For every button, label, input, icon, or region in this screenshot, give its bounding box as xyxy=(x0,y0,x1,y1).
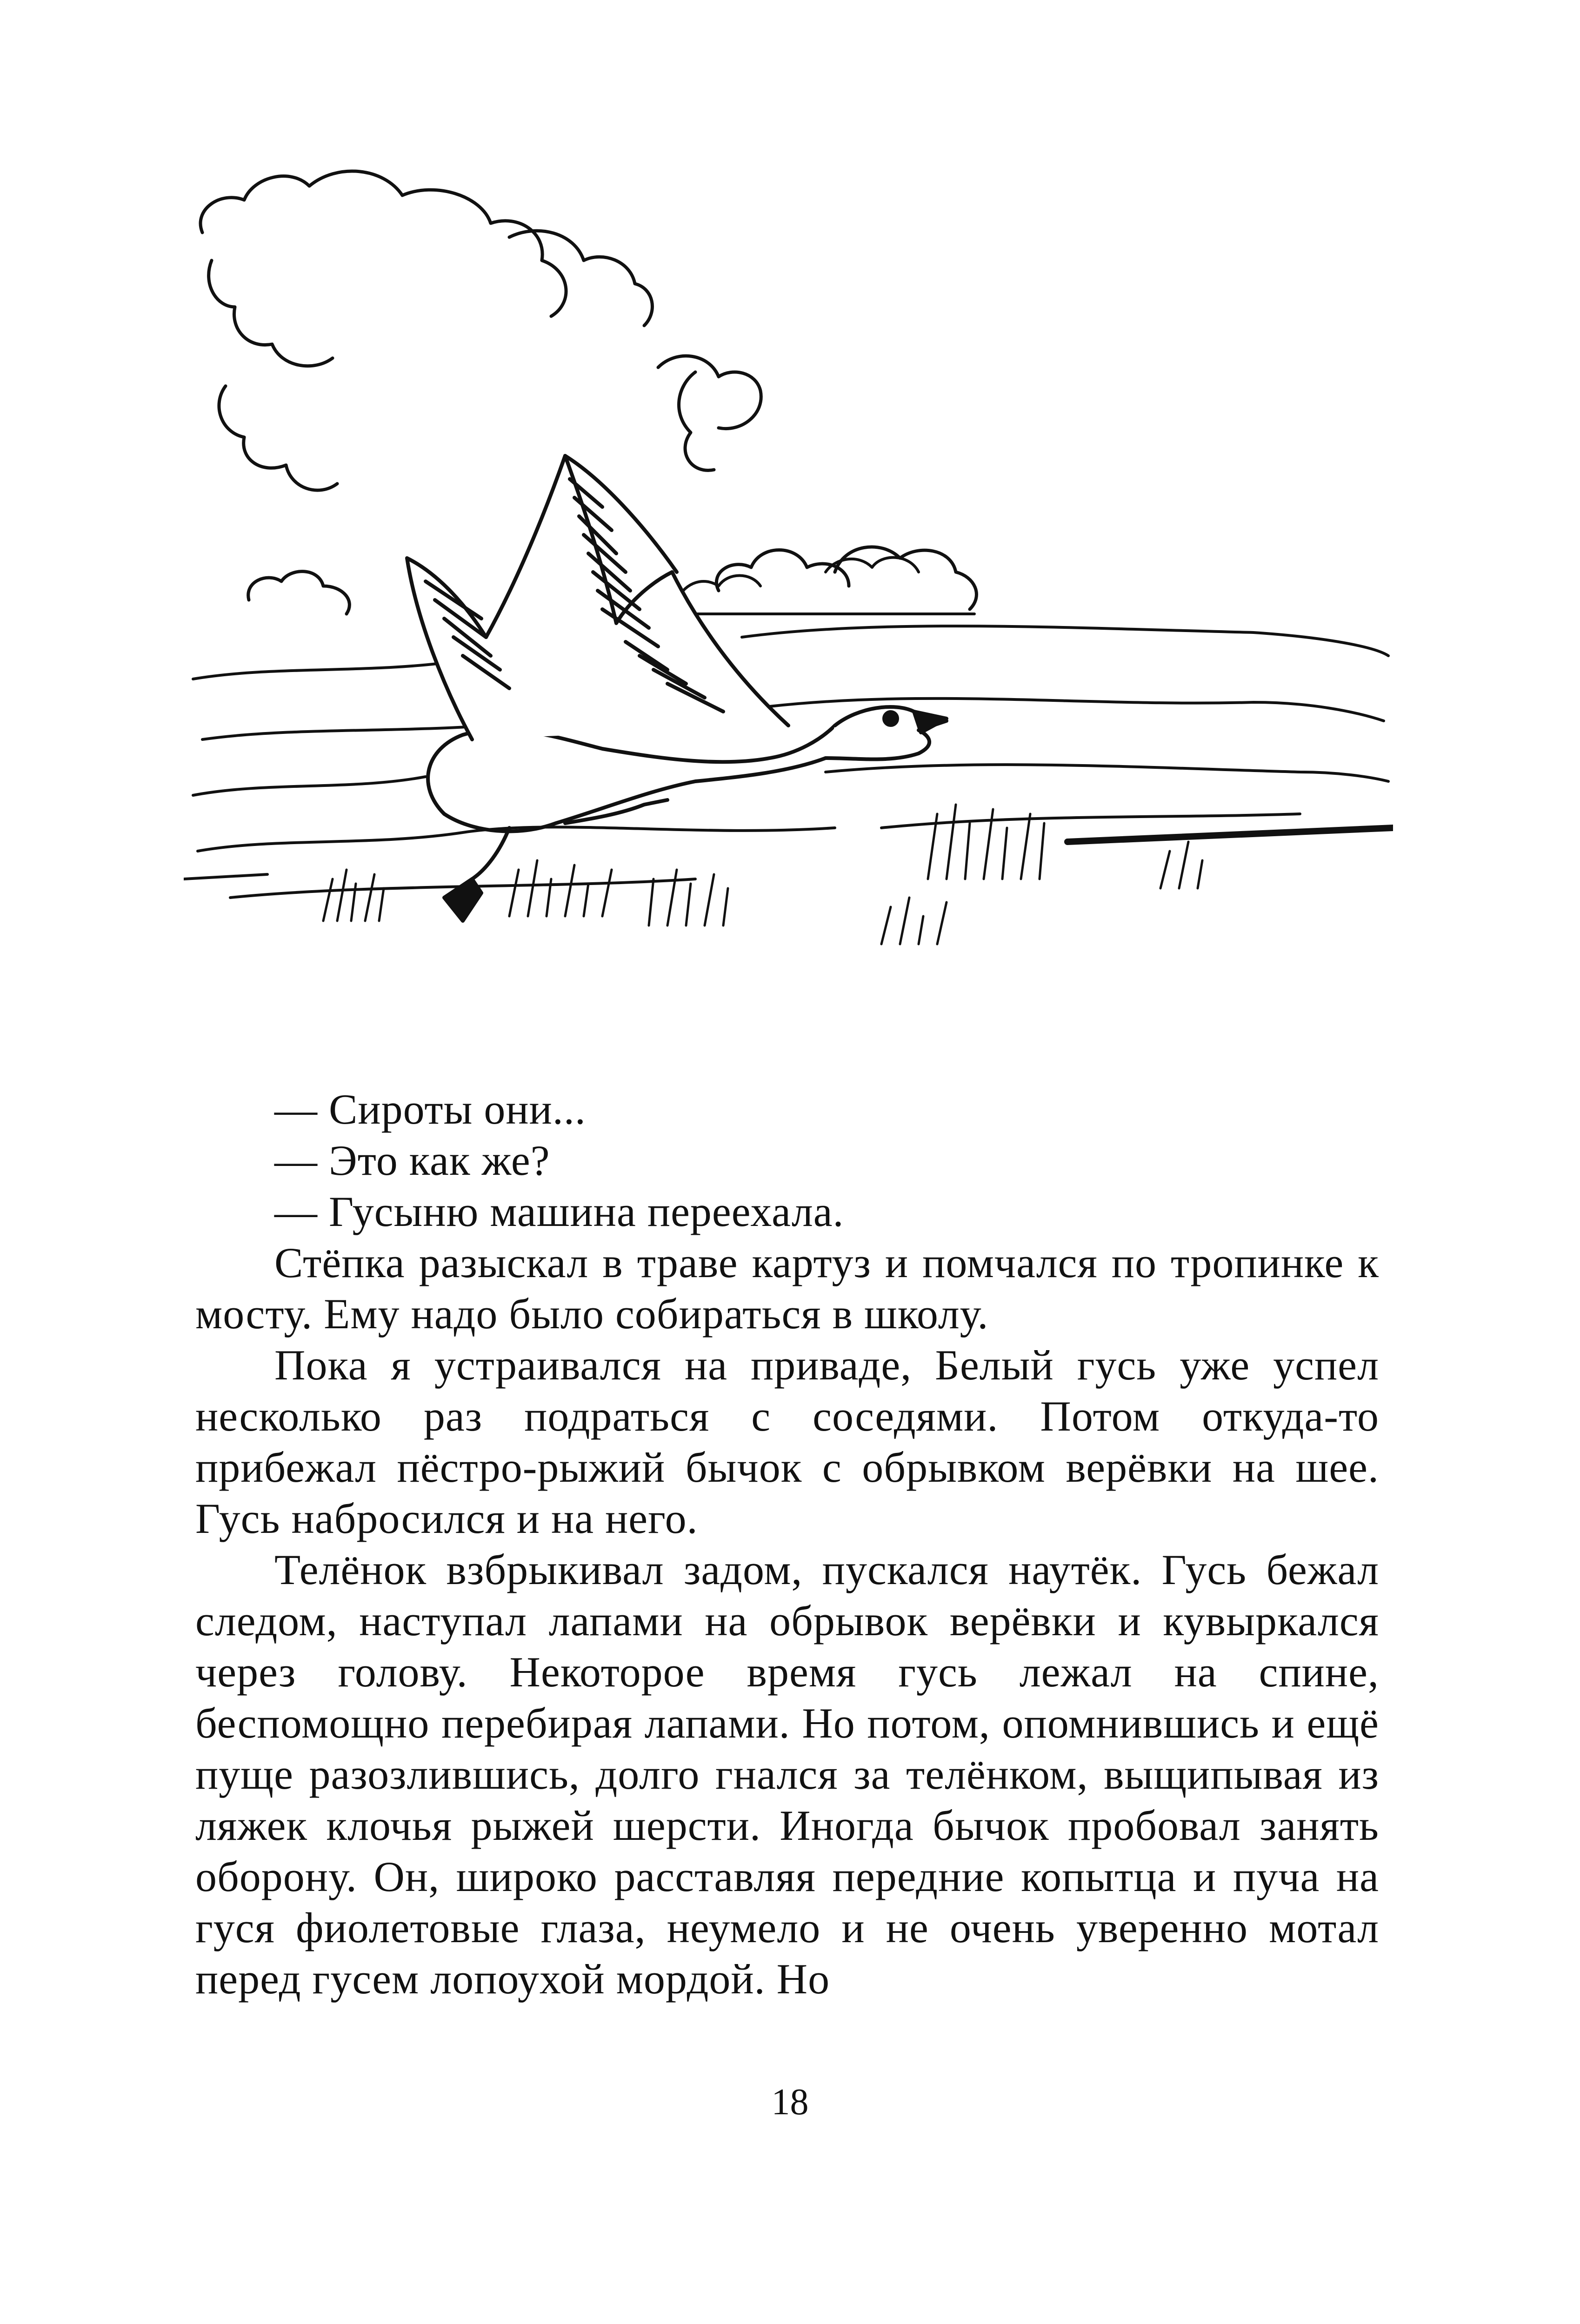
main-text xyxy=(195,1084,1379,2004)
bushes xyxy=(672,558,974,614)
grass-tufts xyxy=(323,805,1202,944)
paragraph: Стёпка разыскал в траве картуз и помчался по тропинке к мосту. Ему надо было собираться в школу. xyxy=(195,1239,1379,1338)
paragraph: Пока я устраивался на приваде, Белый гусь уже успел несколько раз подраться с соседями. Потом откуда-то прибежал пёстро-рыжий бычок с обрывком верёвки на шее. Гусь набросился и на него. xyxy=(195,1341,1379,1542)
dialogue-line: — Сироты они... xyxy=(274,1085,586,1133)
paragraph: Телёнок взбрыкивал задом, пускался наутёк. Гусь бежал следом, наступал лапами на обрывок верёвки и кувыркался через голову. Некоторое время гусь лежал на спине, беспомощно перебирая лапами. Но потом, опомнившись и ещё пуще разозлившись, долго гнался за телёнком, выщипывая из ляжек клочья рыжей шерсти. Иногда бычок пробовал занять оборону. Он, широко расставляя передние копытца и пуча на гуся фиолетовые глаза, неумело и не очень уверенно мотал перед гусем лопоухой мордой. Но xyxy=(195,1546,1379,2003)
landscape-lines xyxy=(184,626,1393,898)
goose-figure xyxy=(407,456,947,921)
dialogue-line: — Гусыню машина переехала. xyxy=(274,1188,844,1235)
page-number: 18 xyxy=(771,2082,809,2123)
goose-illustration xyxy=(184,153,1393,1000)
dialogue-line: — Это как же? xyxy=(274,1137,550,1184)
